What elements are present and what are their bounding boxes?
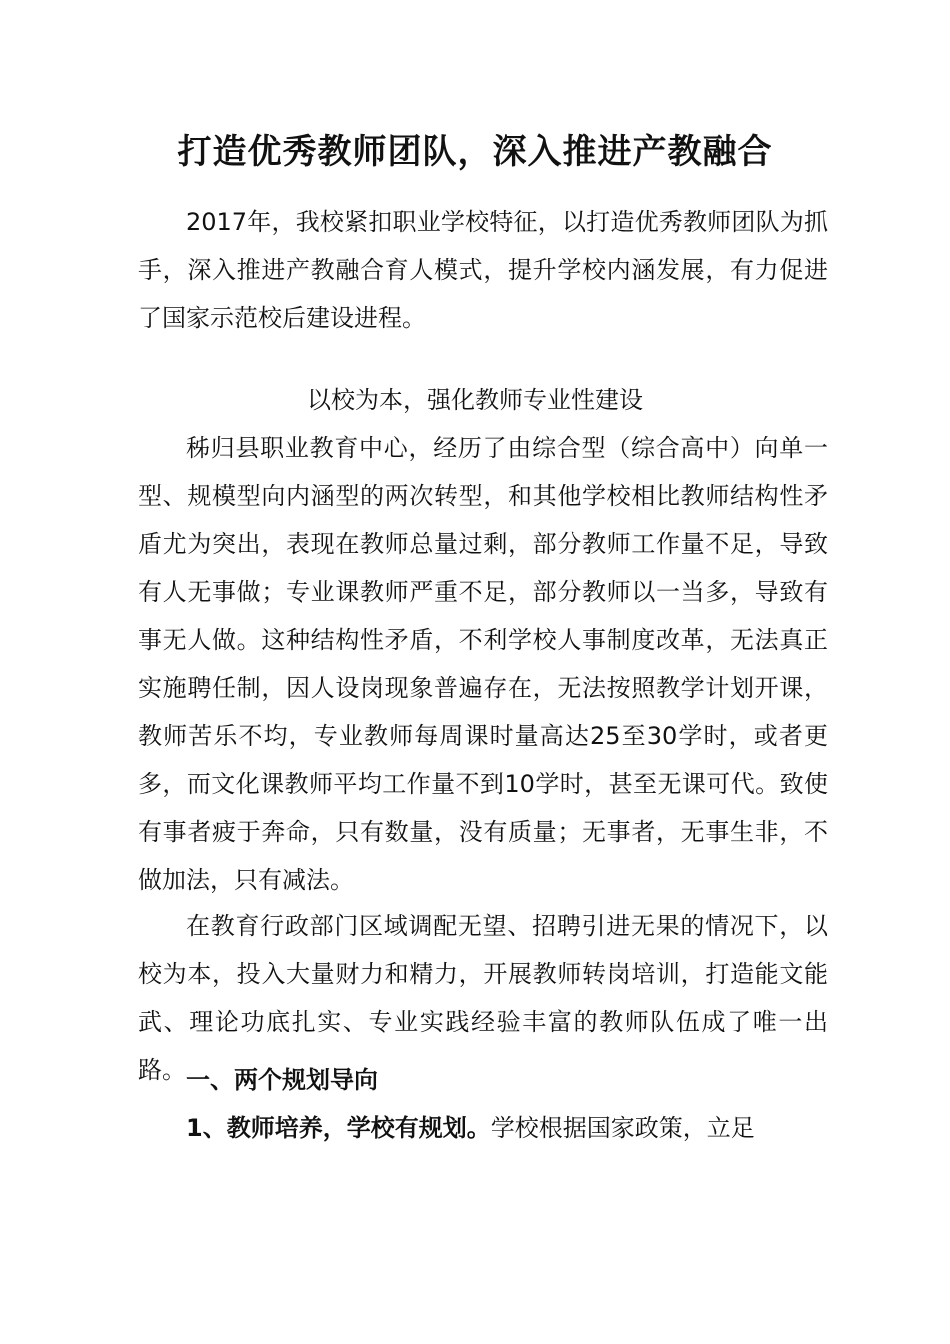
body-paragraph-1: 秭归县职业教育中心，经历了由综合型（综合高中）向单一型、规模型向内涵型的两次转型，和其他学校相比教师结构性矛盾尤为突出，表现在教师总量过剩，部分教师工作量不足，导致有人无事做；专业课教师严重不足，部分教师以一当多，导致有事无人做。这种结构性矛盾，不利学校人事制度改革，无法真正实施聘任制，因人设岗现象普遍存在，无法按照教学计划开课，教师苦乐不均，专业教师每周课时量高达25至30学时，或者更多，而文化课教师平均工作量不到10学时，甚至无课可代。致使有事者疲于奔命，只有数量，没有质量；无事者，无事生非，不做加法，只有减法。: [138, 434, 828, 894]
list-item-lead: 1、教师培养，学校有规划。: [186, 1114, 491, 1142]
document-title: 打造优秀教师团队，深入推进产教融合: [177, 132, 773, 172]
list-item-paragraph: [138, 1104, 828, 1152]
section-subtitle: 以校为本，强化教师专业性建设: [307, 386, 643, 414]
body-paragraph-2: 在教育行政部门区域调配无望、招聘引进无果的情况下，以校为本，投入大量财力和精力，开展教师转岗培训，打造能文能武、理论功底扎实、专业实践经验丰富的教师队伍成了唯一出路。: [138, 912, 828, 1084]
intro-paragraph: 2017年，我校紧扣职业学校特征，以打造优秀教师团队为抓手，深入推进产教融合育人模式，提升学校内涵发展，有力促进了国家示范校后建设进程。: [138, 208, 828, 332]
list-item-text: 学校根据国家政策，立足: [490, 1114, 755, 1142]
section-heading: 一、两个规划导向: [186, 1066, 378, 1094]
